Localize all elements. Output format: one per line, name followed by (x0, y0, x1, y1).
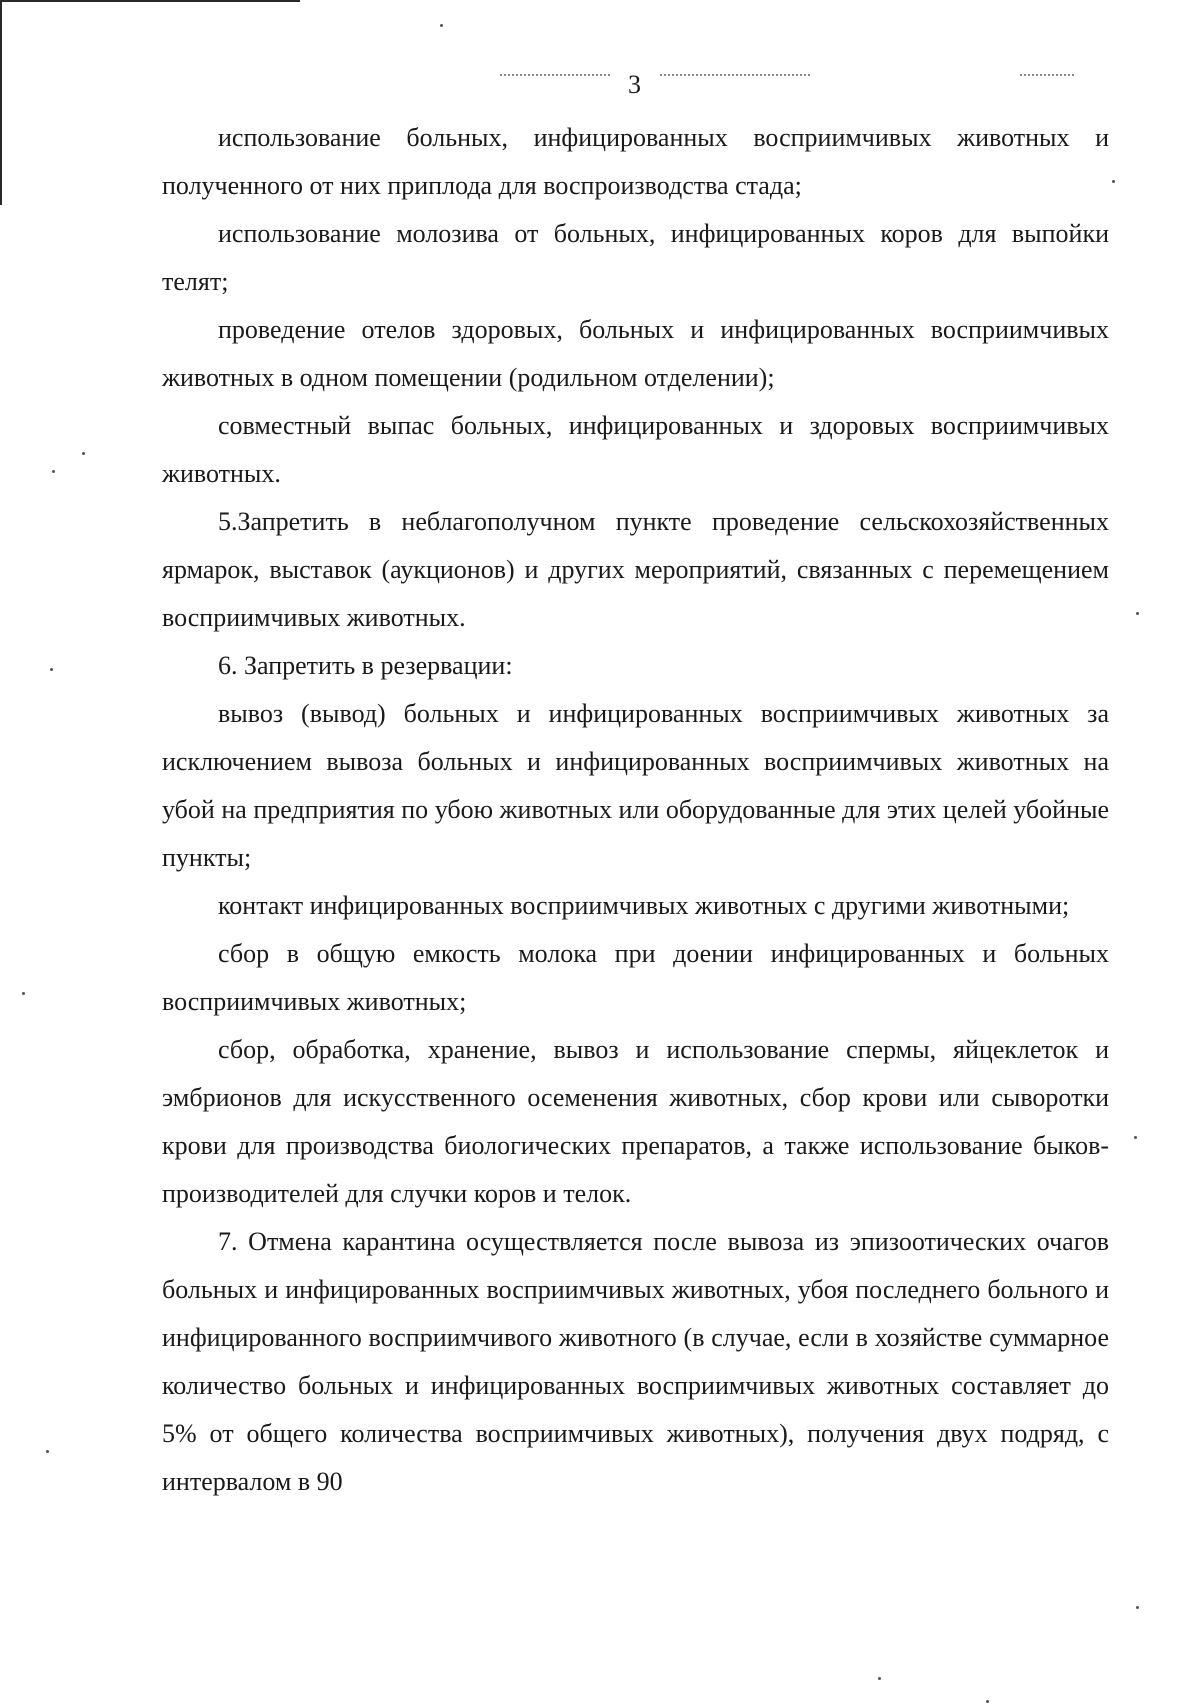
scan-speck (50, 668, 53, 671)
scan-speck (878, 1677, 881, 1680)
scan-speck (22, 992, 25, 995)
paragraph-item-5: 5.Запретить в неблагополучном пункте проведение сельскохозяйственных ярмарок, выставок (аукционов) и других мероприятий, связанных с перемещением восприимчивых животных. (162, 507, 1109, 632)
scan-speck (52, 470, 55, 473)
scan-speck (46, 1450, 49, 1453)
paragraph-calving: проведение отелов здоровых, больных и инфицированных восприимчивых животных в одном помещении (родильном отделении); (162, 315, 1109, 392)
scan-speck (1112, 180, 1115, 183)
scan-speck (440, 24, 443, 27)
scan-speck (986, 1700, 989, 1703)
document-body (162, 114, 1109, 1506)
header-scan-noise-left (500, 74, 610, 79)
paragraph-use-sick-animals: использование больных, инфицированных восприимчивых животных и полученного от них приплода для воспроизводства стада; (162, 123, 1109, 200)
scan-speck (1136, 1606, 1139, 1609)
page-number: 3 (628, 70, 641, 99)
paragraph-removal: вывоз (вывод) больных и инфицированных восприимчивых животных за исключением вывоза больных и инфицированных восприимчивых животных на убой на предприятия по убою животных или оборудованные для этих целей убойные пункты; (162, 699, 1109, 872)
paragraph-milk-collection: сбор в общую емкость молока при доении инфицированных и больных восприимчивых животных; (162, 939, 1109, 1016)
paragraph-joint-grazing: совместный выпас больных, инфицированных и здоровых восприимчивых животных. (162, 411, 1109, 488)
scan-border-left (0, 0, 2, 205)
paragraph-item-7: 7. Отмена карантина осуществляется после вывоза из эпизоотических очагов больных и инфицированных восприимчивых животных, убоя последнего больного и инфицированного восприимчивого животного (в случае, если в хозяйстве суммарное количество больных и инфицированных восприимчивых животных составляет до 5% от общего количества восприимчивых животных), получения двух подряд, с интервалом в 90 (162, 1227, 1109, 1496)
paragraph-sperm-collection: сбор, обработка, хранение, вывоз и использование спермы, яйцеклеток и эмбрионов для искусственного осеменения животных, сбор крови или сыворотки крови для производства биологических препаратов, а также использование быков-производителей для случки коров и телок. (162, 1035, 1109, 1208)
scan-speck (1134, 1136, 1137, 1139)
header-scan-noise-right (660, 74, 810, 79)
scan-border-top (0, 0, 300, 2)
paragraph-colostrum: использование молозива от больных, инфицированных коров для выпойки телят; (162, 219, 1109, 296)
scan-speck (82, 452, 85, 455)
header-scan-noise-far (1020, 74, 1074, 79)
paragraph-item-6: 6. Запретить в резервации: (218, 651, 513, 680)
scan-speck (1136, 612, 1139, 615)
paragraph-contact: контакт инфицированных восприимчивых животных с другими животными; (218, 891, 1070, 920)
